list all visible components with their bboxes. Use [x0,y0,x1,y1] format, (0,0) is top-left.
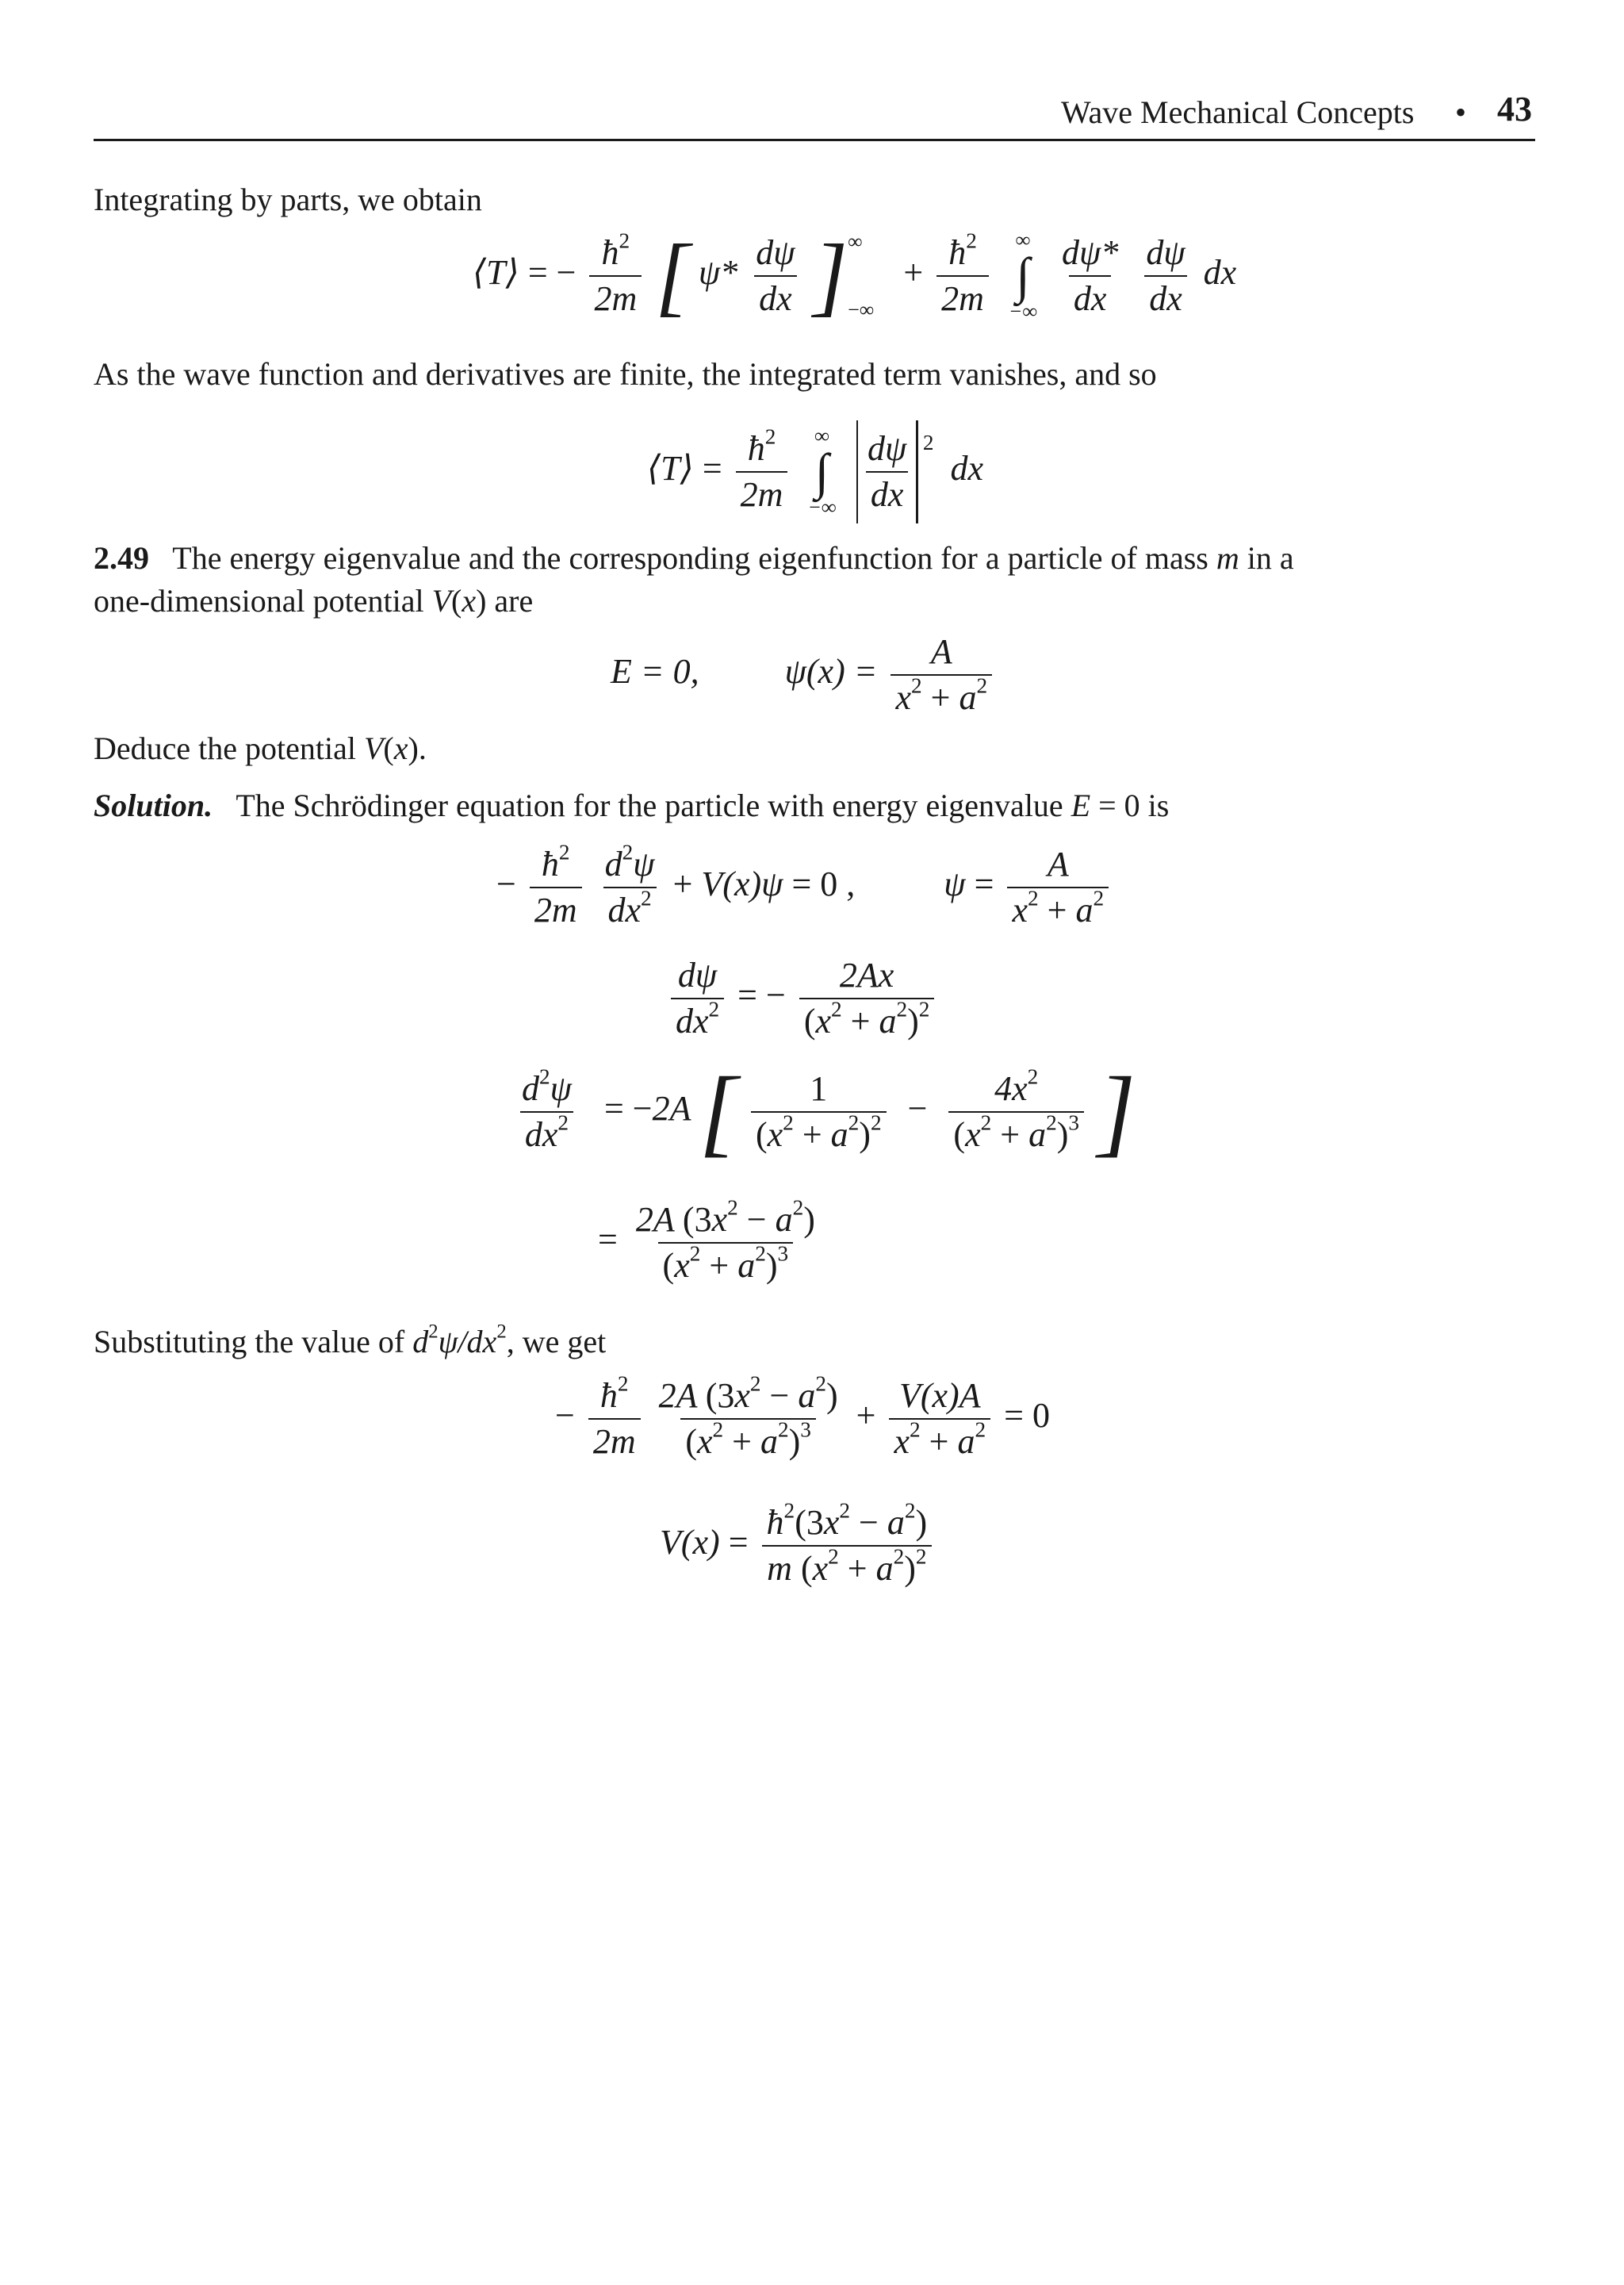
equation-substituted: − $\frac{ħ^2}{2m}$ $\frac{2A (3x^2 - a^2)}{(x^2 + a^2)^3}$ + $\frac{V(x)A}{x^2 + a^2}$ = 0 [555,1371,1050,1461]
paragraph-substituting: Substituting the value of $d^2\psi/dx^2$, we get [94,1321,607,1359]
angle-left: ⟨ [473,253,487,293]
page-number: 43 [1497,90,1532,128]
equation-potential-result: V(x) = $\frac{ħ^2(3x^2 - a^2)}{m (x^2 + a^2)^2}$ [660,1505,936,1586]
equation-first-derivative: $\frac{d\psi}{dx^2}$ = − $\frac{2Ax}{(x^2 + a^2)^2}$ [666,958,939,1039]
equation-eigen: E = 0, ψ(x) = $\frac{A}{x^2 + a^2}$ [611,635,997,715]
equation-second-derivative: $\frac{d^2\psi}{dx^2}$ = −2A [ $\frac{1}{(x^2 + a^2)^2}$ − $\frac{4x^2}{(x^2 + a^2)^3}$ ] [512,1063,1136,1161]
paragraph-solution: Solution. The Schrödinger equation for the particle with energy eigenvalue E = 0 is [94,788,1170,823]
header-bullet: • [1455,94,1467,130]
paragraph-integrating: Integrating by parts, we obtain [94,182,482,217]
problem-line-2: one-dimensional potential V(x) are [94,583,534,619]
equation-kinetic-parts: ⟨T⟩ = − $\frac{ħ^2}{2m}$ [ ψ* $\frac{d\psi}{dx}$ ] ∞ −∞ + $\frac{ħ^2}{2m}$ ∞ ∫ −∞ $\frac{d\psi*}{dx}$ $\frac{d\psi}{dx}$ dx [473,227,1237,325]
paragraph-finite: As the wave function and derivatives are finite, the integrated term vanishes, and so [94,356,1157,392]
header-rule [94,139,1535,141]
paragraph-deduce: Deduce the potential V(x). [94,730,427,766]
equation-second-derivative-simplified: = $\frac{2A (3x^2 - a^2)}{(x^2 + a^2)^3}$ [598,1195,815,1285]
problem-line-1: 2.49 The energy eigenvalue and the corresponding eigenfunction for a particle of mass m in a [94,540,1294,576]
equation-schrodinger: − $\frac{ħ^2}{2m}$ $\frac{d^2\psi}{dx^2}$ + V(x)ψ = 0 , ψ = $\frac{A}{x^2 + a^2}$ [496,847,1113,928]
running-title: Wave Mechanical Concepts [1061,94,1415,130]
equation-kinetic-final: ⟨T⟩ = $\frac{ħ^2}{2m}$ ∞ ∫ −∞ $\frac{d\psi}{dx}$ $^2$ dx [647,420,983,523]
